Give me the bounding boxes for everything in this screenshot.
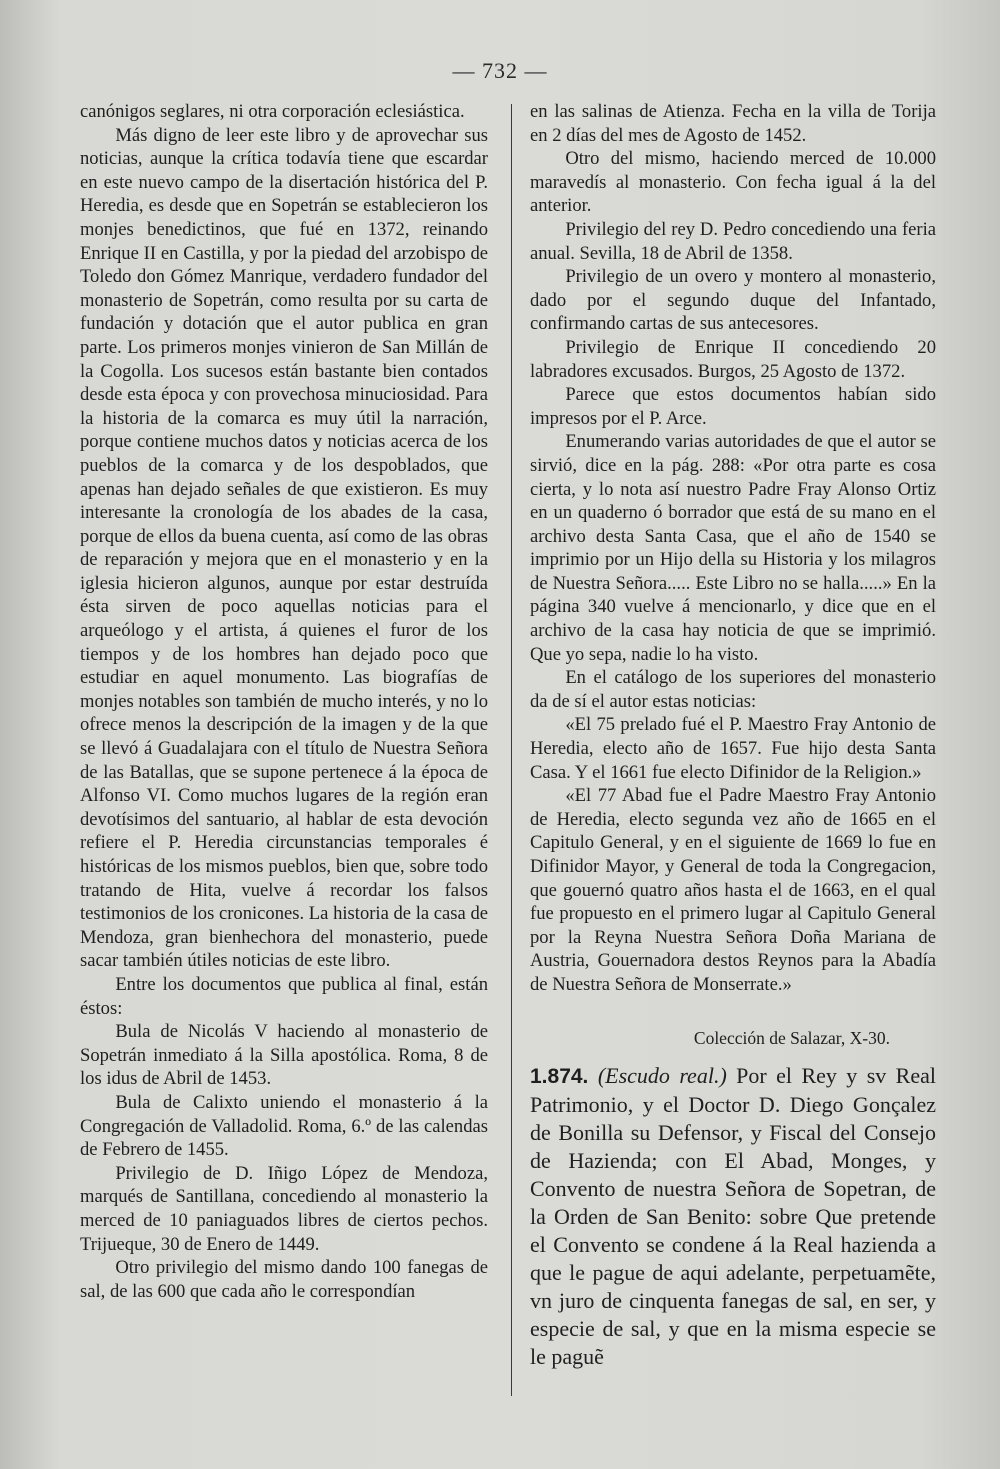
paragraph: «El 77 Abad fue el Padre Maestro Fray Antonio de Heredia, electo segunda vez año de 1665 en el Capitulo General, y en el siguiente de 1669 lo fue en Difinidor Mayor, y General de toda la Congregacion, que gouernó quatro años hasta el de 1663, en el qual fue propuesto en el primero lugar al Capitulo General por la Reyna Nuestra Señora Doña Mariana de Austria, Gouernadora destos Reynos para la Abadía de Nuestra Señora de Monserrate.» — [530, 785, 936, 995]
paragraph: Otro privilegio del mismo dando 100 fanegas de sal, de las 600 que cada año le correspondían — [80, 1257, 488, 1302]
right-column — [530, 100, 936, 1371]
paragraph: «El 75 prelado fué el P. Maestro Fray Antonio de Heredia, electo año de 1657. Fue hijo desta Santa Casa. Y el 1661 fue electo Difinidor de la Religion.» — [530, 714, 936, 783]
paragraph: Privilegio de D. Iñigo López de Mendoza, marqués de Santillana, concediendo al monasterio la merced de 10 paniaguados libres de ciertos pechos. Trijueque, 30 de Enero de 1449. — [80, 1162, 488, 1255]
catalog-entry — [530, 1062, 936, 1371]
paragraph: Entre los documentos que publica al final, están éstos: — [80, 973, 488, 1019]
paragraph: Privilegio del rey D. Pedro concediendo una feria anual. Sevilla, 18 de Abril de 1358. — [530, 218, 936, 264]
paragraph: Privilegio de un overo y montero al monasterio, dado por el segundo duque del Infantado, confirmando cartas de sus antecesores. — [530, 266, 936, 335]
right-column-paragraphs — [530, 100, 936, 997]
paragraph: Bula de Calixto uniendo el monasterio á la Congregación de Valladolid. Roma, 6.º de las calendas de Febrero de 1455. — [80, 1091, 488, 1161]
paragraph: canónigos seglares, ni otra corporación eclesiástica. — [80, 101, 465, 122]
paragraph: Otro del mismo, haciendo merced de 10.000 maravedís al monasterio. Con fecha igual á la del anterior. — [530, 148, 936, 217]
entry-shield-note: (Escudo real.) — [597, 1063, 727, 1089]
source-note: Colección de Salazar, X-30. — [693, 1027, 890, 1048]
left-column — [80, 100, 488, 1303]
entry-text: Por el Rey y sv Real Patrimonio, y el Doctor D. Diego Gonçalez de Bonilla su Defensor, y Fiscal del Consejo de Hazienda; con El Abad, Monges, y Convento de nuestra Señora de Sopetran, de la Orden de San Benito: sobre Que pretende el Convento se condene á la Real hazienda a que le pague de aqui adelante, perpetuamẽte, vn juro de cinquenta fanegas de sal, en ser, y especie de sal, y que en la misma especie se le paguẽ — [530, 1063, 936, 1370]
entry-number: 1.874. — [530, 1065, 589, 1089]
column-divider — [511, 104, 512, 1396]
paragraph: Más digno de leer este libro y de aprovechar sus noticias, aunque la crítica todavía tiene que escardar en este nuevo campo de la disertación histórica del P. Heredia, es desde que en Sopetrán se establecieron los monjes benedictinos, que fué en 1372, reinando Enrique II en Castilla, y por la piedad del arzobispo de Toledo don Gómez Manrique, verdadero fundador del monasterio de Sopetrán, como resulta por su carta de fundación y dotación que el autor publica en gran parte. Los primeros monjes vinieron de San Millán de la Cogolla. Los sucesos están bastante bien contados desde esta época y con provechosa minuciosidad. Para la historia de la comarca es muy útil la narración, porque contiene muchos datos y noticias acerca de los pueblos de la comarca y de los despoblados, que apenas han dejado señales de que existieron. Es muy interesante la cronología de los abades de la casa, porque de ellos da buena cuenta, así como de las obras de reparación y mejora que en el monasterio y en la iglesia hicieron algunos, aunque por estar destruída ésta sirven de poco aquellas noticias para el arqueólogo y el artista, á quienes el furor de los tiempos y de los hombres han dejado poco que estudiar en aquel monumento. Las biografías de monjes notables son también de mucho interés, y no lo ofrece menos la descripción de la imagen y de la que se llevó á Guadalajara con el título de Nuestra Señora de las Batallas, que se supone pertenece á la época de Alfonso VI. Como muchos lugares de la región eran devotísimos del santuario, al hablar de esta devoción refiere el P. Heredia circunstancias temporales é históricas de los mismos pueblos, bien que, sobre todo tratando de Hita, vuelve á recordar los falsos testimonios de los cronicones. La historia de la casa de Mendoza, gran bienhechora del monasterio, puede sacar también útiles noticias de este libro. — [80, 124, 488, 972]
paragraph: En el catálogo de los superiores del monasterio da de sí el autor estas noticias: — [530, 667, 936, 712]
paragraph: Enumerando varias autoridades de que el autor se sirvió, dice en la pág. 288: «Por otra parte es cosa cierta, y lo nota así nuestro Padre Fray Alonso Ortiz en un quaderno ó borrador que está de su mano en el archivo desta Santa Casa, que el año de 1540 se imprimio por un Hijo della su Historia y los milagros de Nuestra Señora..... Este Libro no se halla.....» En la página 340 vuelve á mencionarlo, y dice que en el archivo de la casa hay noticia de que se imprimió. Que yo sepa, nadie lo ha visto. — [530, 431, 936, 665]
paragraph: Privilegio de Enrique II concediendo 20 labradores excusados. Burgos, 25 Agosto de 1372. — [530, 336, 936, 382]
paragraph: Parece que estos documentos habían sido impresos por el P. Arce. — [530, 384, 936, 429]
paragraph: Bula de Nicolás V haciendo al monasterio de Sopetrán inmediato á la Silla apostólica. Roma, 8 de los idus de Abril de 1453. — [80, 1021, 488, 1090]
paragraph: en las salinas de Atienza. Fecha en la villa de Torija en 2 días del mes de Agosto de 1452. — [530, 101, 936, 146]
page-number: — 732 — — [452, 58, 548, 83]
